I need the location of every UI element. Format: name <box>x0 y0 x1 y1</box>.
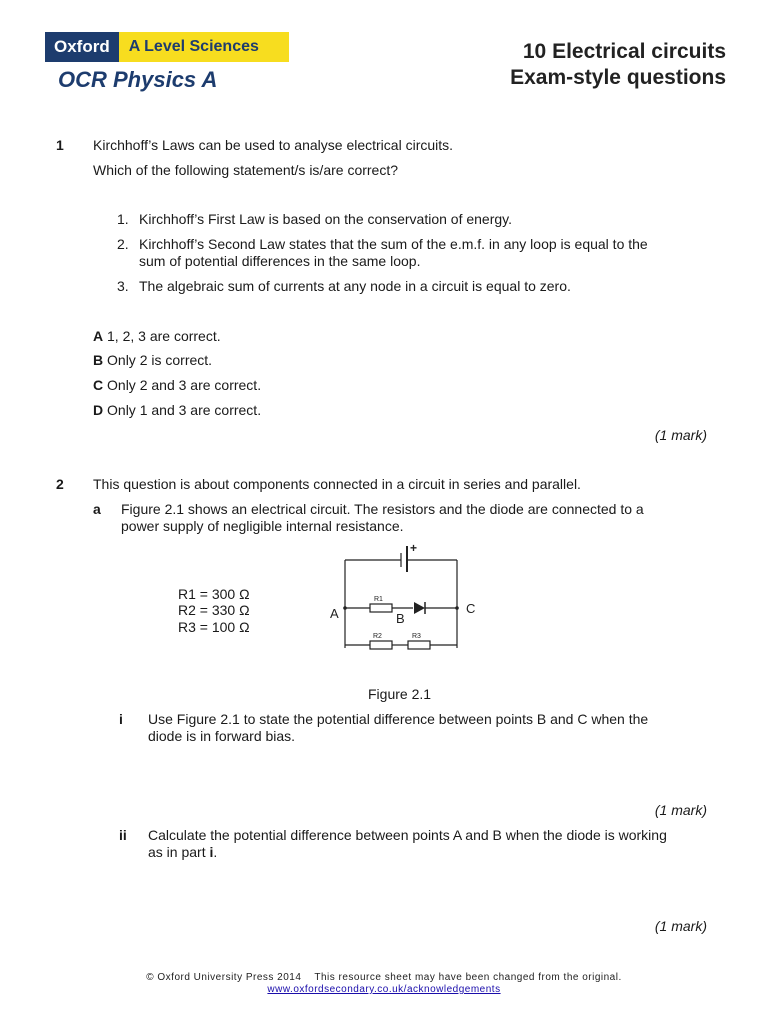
q1-number: 1 <box>56 137 64 153</box>
chapter-line-2: Exam-style questions <box>510 66 726 89</box>
q1-statement-2: Kirchhoff’s Second Law states that the sum of the e.m.f. in any loop is equal to the <box>139 236 648 252</box>
circuit-diagram <box>320 540 490 660</box>
q2-part-ii-line-1: Calculate the potential difference between points A and B when the diode is working <box>148 827 667 843</box>
q2-part-i-mark: (1 mark) <box>654 802 707 818</box>
q1-statement-2-cont: sum of potential differences in the same loop. <box>139 253 421 269</box>
resistor-r3 <box>408 641 430 649</box>
q1-stem-2: Which of the following statement/s is/are correct? <box>93 162 399 178</box>
q1-mark: (1 mark) <box>654 427 707 443</box>
q2-part-ii-line-2: as in part i. <box>148 844 218 860</box>
q2-part-ii-label: ii <box>119 827 127 843</box>
subject-title: OCR Physics A <box>58 67 218 92</box>
node-b-label: B <box>396 611 405 626</box>
q2-part-a-line-1: Figure 2.1 shows an electrical circuit. The resistors and the diode are connected to a <box>121 501 644 517</box>
q2-stem: This question is about components connected in a circuit in series and parallel. <box>93 476 581 492</box>
r1-label: R1 <box>374 596 383 603</box>
q2-part-i-line-2: diode is in forward bias. <box>148 728 296 744</box>
r2-value: R2 = 330 Ω <box>178 602 250 618</box>
q2-number: 2 <box>56 476 64 492</box>
q1-option-d: D Only 1 and 3 are correct. <box>93 402 262 418</box>
node-a-dot <box>343 606 347 610</box>
q2-part-i-line-1: Use Figure 2.1 to state the potential difference between points B and C when the <box>148 711 649 727</box>
q1-option-a: A 1, 2, 3 are correct. <box>93 328 221 344</box>
node-c-dot <box>455 606 459 610</box>
footer-link-wrapper <box>0 984 768 995</box>
battery-plus-label: + <box>410 541 418 555</box>
q1-statement-3-number: 3. <box>117 278 129 294</box>
acknowledgements-link[interactable]: www.oxfordsecondary.co.uk/acknowledgements <box>267 984 501 995</box>
brand-logo <box>45 32 289 62</box>
node-a-label: A <box>330 606 339 621</box>
q1-stem-1: Kirchhoff’s Laws can be used to analyse electrical circuits. <box>93 137 454 153</box>
q2-part-ii-mark: (1 mark) <box>654 918 707 934</box>
chapter-title <box>510 39 726 91</box>
q1-statement-1-number: 1. <box>117 211 129 227</box>
q1-option-b: B Only 2 is correct. <box>93 352 213 368</box>
q1-statement-2-number: 2. <box>117 236 129 252</box>
q2-part-a-line-2: power supply of negligible internal resistance. <box>121 518 404 534</box>
brand-series: A Level Sciences <box>119 32 289 62</box>
resistor-r1 <box>370 604 392 612</box>
r2-label: R2 <box>373 633 382 640</box>
q2-part-a-label: a <box>93 501 101 517</box>
q2-part-i-label: i <box>119 711 123 727</box>
figure-caption: Figure 2.1 <box>368 686 432 702</box>
node-c-label: C <box>466 601 476 616</box>
q1-statement-3: The algebraic sum of currents at any node in a circuit is equal to zero. <box>139 278 571 294</box>
r3-value: R3 = 100 Ω <box>178 619 250 635</box>
r1-value: R1 = 300 Ω <box>178 586 250 602</box>
q1-statement-1: Kirchhoff’s First Law is based on the conservation of energy. <box>139 211 513 227</box>
diode-icon <box>414 602 425 614</box>
footer-copyright: © Oxford University Press 2014 This resource sheet may have been changed from the original. <box>146 972 622 983</box>
brand-oxford: Oxford <box>45 32 119 62</box>
resistor-r2 <box>370 641 392 649</box>
r3-label: R3 <box>412 633 421 640</box>
chapter-line-1: 10 Electrical circuits <box>522 40 726 63</box>
q1-option-c: C Only 2 and 3 are correct. <box>93 377 262 393</box>
